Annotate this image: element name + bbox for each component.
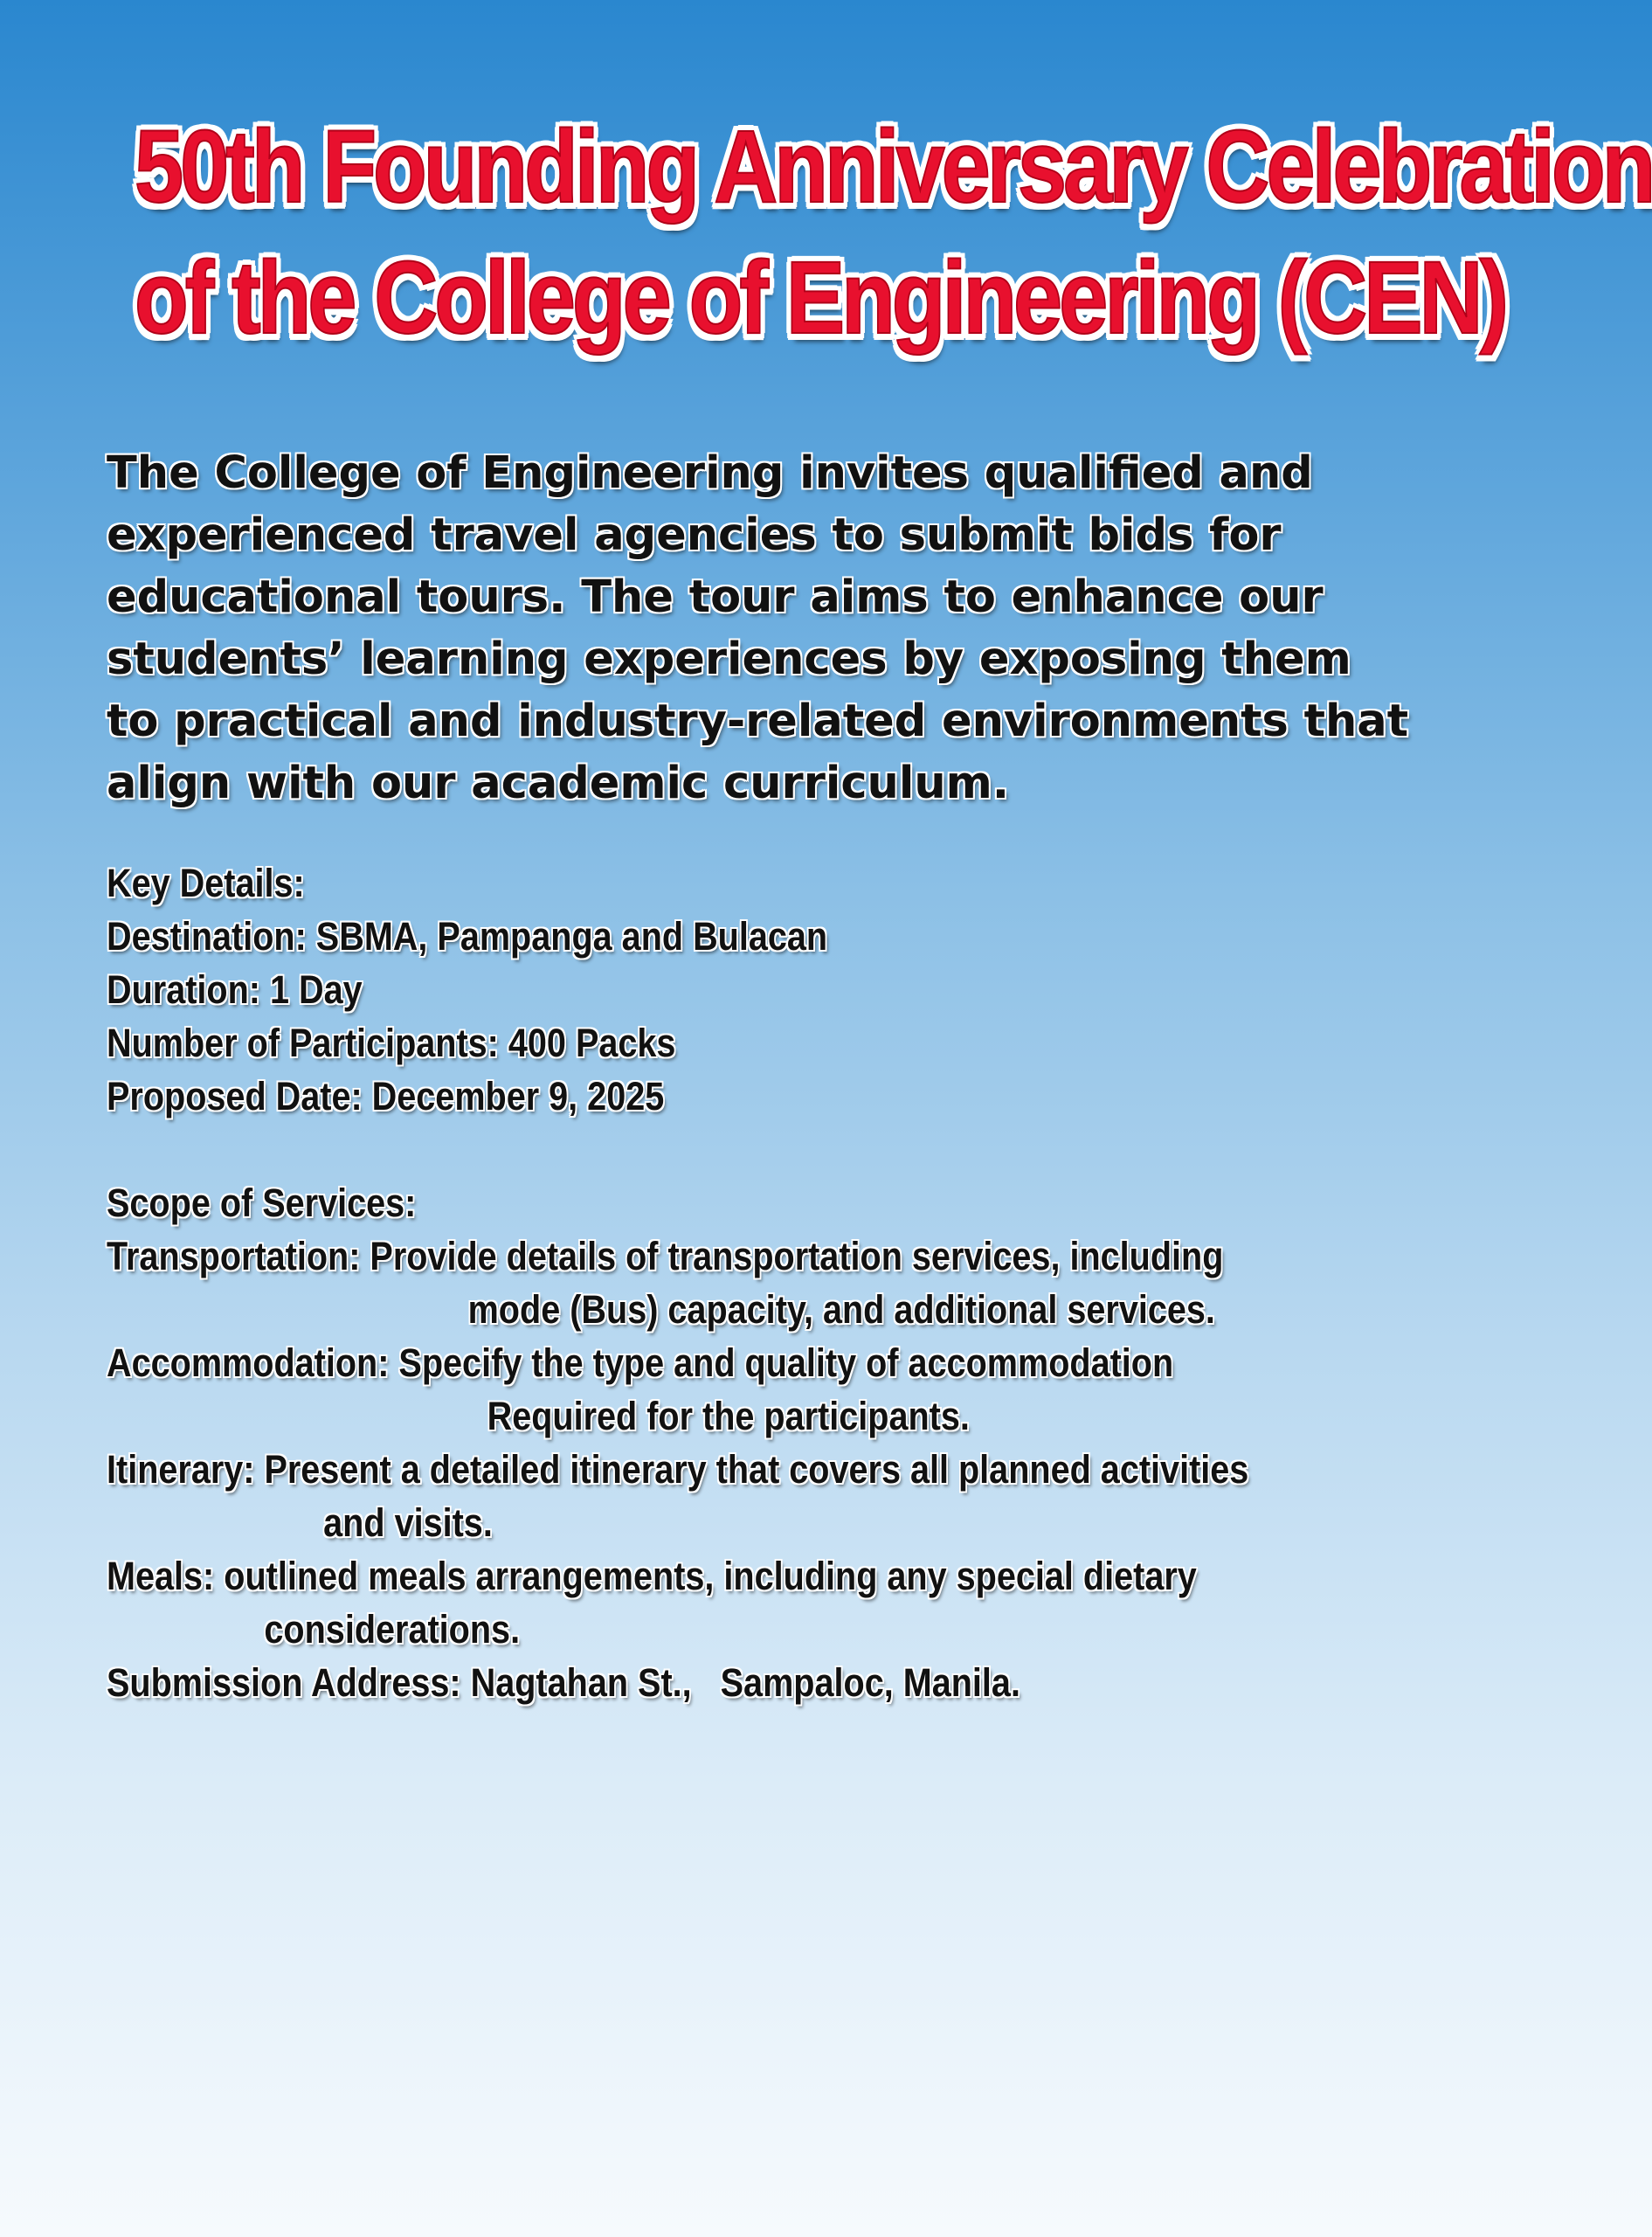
transportation-line-1: Transportation: Provide details of transportation services, including xyxy=(107,1234,1224,1278)
participants-text: Number of Participants: 400 Packs xyxy=(107,1021,676,1065)
meals-line-1: Meals: outlined meals arrangements, including any special dietary xyxy=(107,1554,1197,1598)
intro-paragraph: The College of Engineering invites qualified and experienced travel agencies to submit bids for educational tours. The tour aims to enhance our students’ learning experiences by exposing them to practical and industry-related environments that align with our academic curriculum. xyxy=(107,447,1409,809)
proposed-date-text: Proposed Date: December 9, 2025 xyxy=(107,1074,665,1118)
meals-line-2: considerations. xyxy=(264,1607,521,1652)
scope-heading: Scope of Services: xyxy=(107,1181,417,1225)
transportation-line-2: mode (Bus) capacity, and additional services. xyxy=(467,1287,1215,1332)
section-spacer xyxy=(107,1123,1306,1176)
accommodation-line-2: Required for the participants. xyxy=(487,1394,970,1438)
accommodation-line-1: Accommodation: Specify the type and quality of accommodation xyxy=(107,1340,1174,1385)
details-section xyxy=(107,856,1306,1709)
poster-title-line-2: of the College of Engineering (CEN) xyxy=(134,240,1505,356)
key-details-heading: Key Details: xyxy=(107,861,305,905)
poster-title-line-1: 50th Founding Anniversary Celebration xyxy=(134,109,1652,225)
duration-text: Duration: 1 Day xyxy=(107,967,363,1012)
submission-address-text: Submission Address: Nagtahan St., Sampaloc, Manila. xyxy=(107,1660,1020,1705)
itinerary-line-2: and visits. xyxy=(323,1500,493,1545)
destination-text: Destination: SBMA, Pampanga and Bulacan xyxy=(107,914,828,959)
itinerary-line-1: Itinerary: Present a detailed itinerary that covers all planned activities xyxy=(107,1447,1249,1492)
